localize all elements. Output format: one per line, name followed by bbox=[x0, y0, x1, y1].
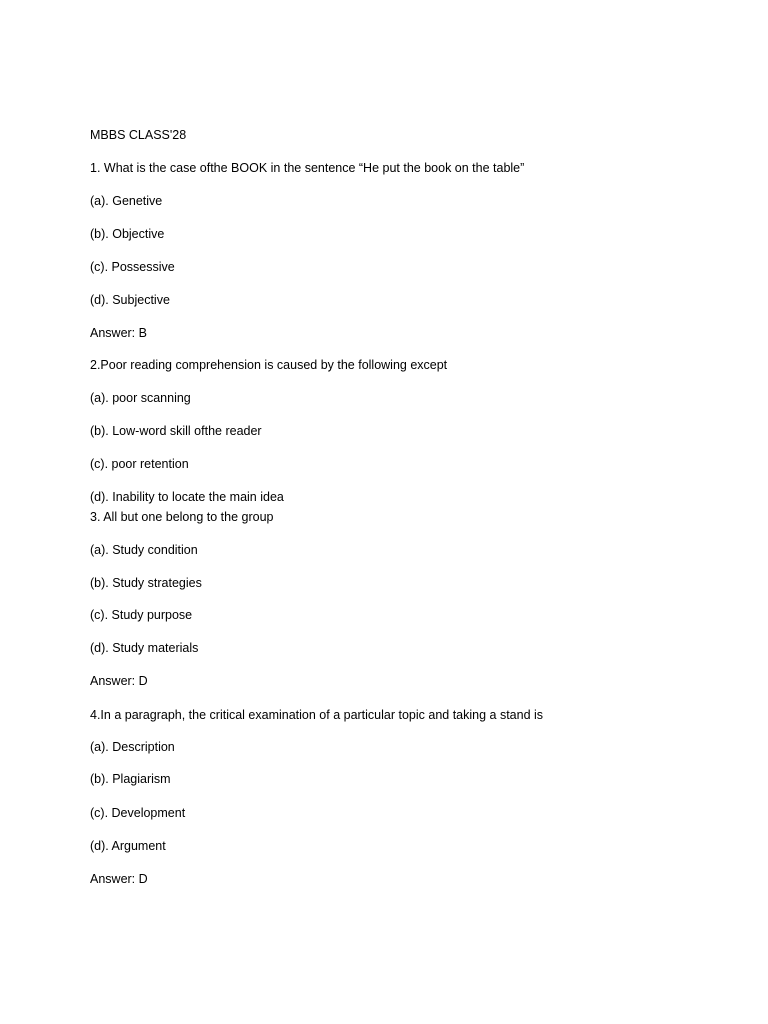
question-3-answer: Answer: D bbox=[90, 674, 148, 688]
question-1-option-a: (a). Genetive bbox=[90, 194, 163, 208]
question-3-option-c: (c). Study purpose bbox=[90, 608, 193, 622]
question-2-option-a: (a). poor scanning bbox=[90, 391, 191, 405]
document-heading: MBBS CLASS'28 bbox=[90, 128, 187, 142]
question-3-text: 3. All but one belong to the group bbox=[90, 510, 274, 524]
question-2-option-d: (d). Inability to locate the main idea bbox=[90, 490, 284, 504]
question-4-option-c: (c). Development bbox=[90, 806, 186, 820]
question-1-option-b: (b). Objective bbox=[90, 227, 165, 241]
question-4-option-b: (b). Plagiarism bbox=[90, 772, 171, 786]
question-4-text: 4.In a paragraph, the critical examination of a particular topic and taking a stand is bbox=[90, 708, 544, 722]
question-3-option-d: (d). Study materials bbox=[90, 641, 199, 655]
question-1-option-c: (c). Possessive bbox=[90, 260, 175, 274]
question-4-answer: Answer: D bbox=[90, 872, 148, 886]
question-4-option-a: (a). Description bbox=[90, 740, 175, 754]
question-2-option-c: (c). poor retention bbox=[90, 457, 189, 471]
question-1-text: 1. What is the case ofthe BOOK in the sentence “He put the book on the table” bbox=[90, 161, 525, 175]
question-3-option-a: (a). Study condition bbox=[90, 543, 198, 557]
question-1-option-d: (d). Subjective bbox=[90, 293, 170, 307]
question-3-option-b: (b). Study strategies bbox=[90, 576, 202, 590]
question-4-option-d: (d). Argument bbox=[90, 839, 166, 853]
question-1-answer: Answer: B bbox=[90, 326, 147, 340]
question-2-text: 2.Poor reading comprehension is caused by the following except bbox=[90, 358, 448, 372]
question-2-option-b: (b). Low-word skill ofthe reader bbox=[90, 424, 262, 438]
